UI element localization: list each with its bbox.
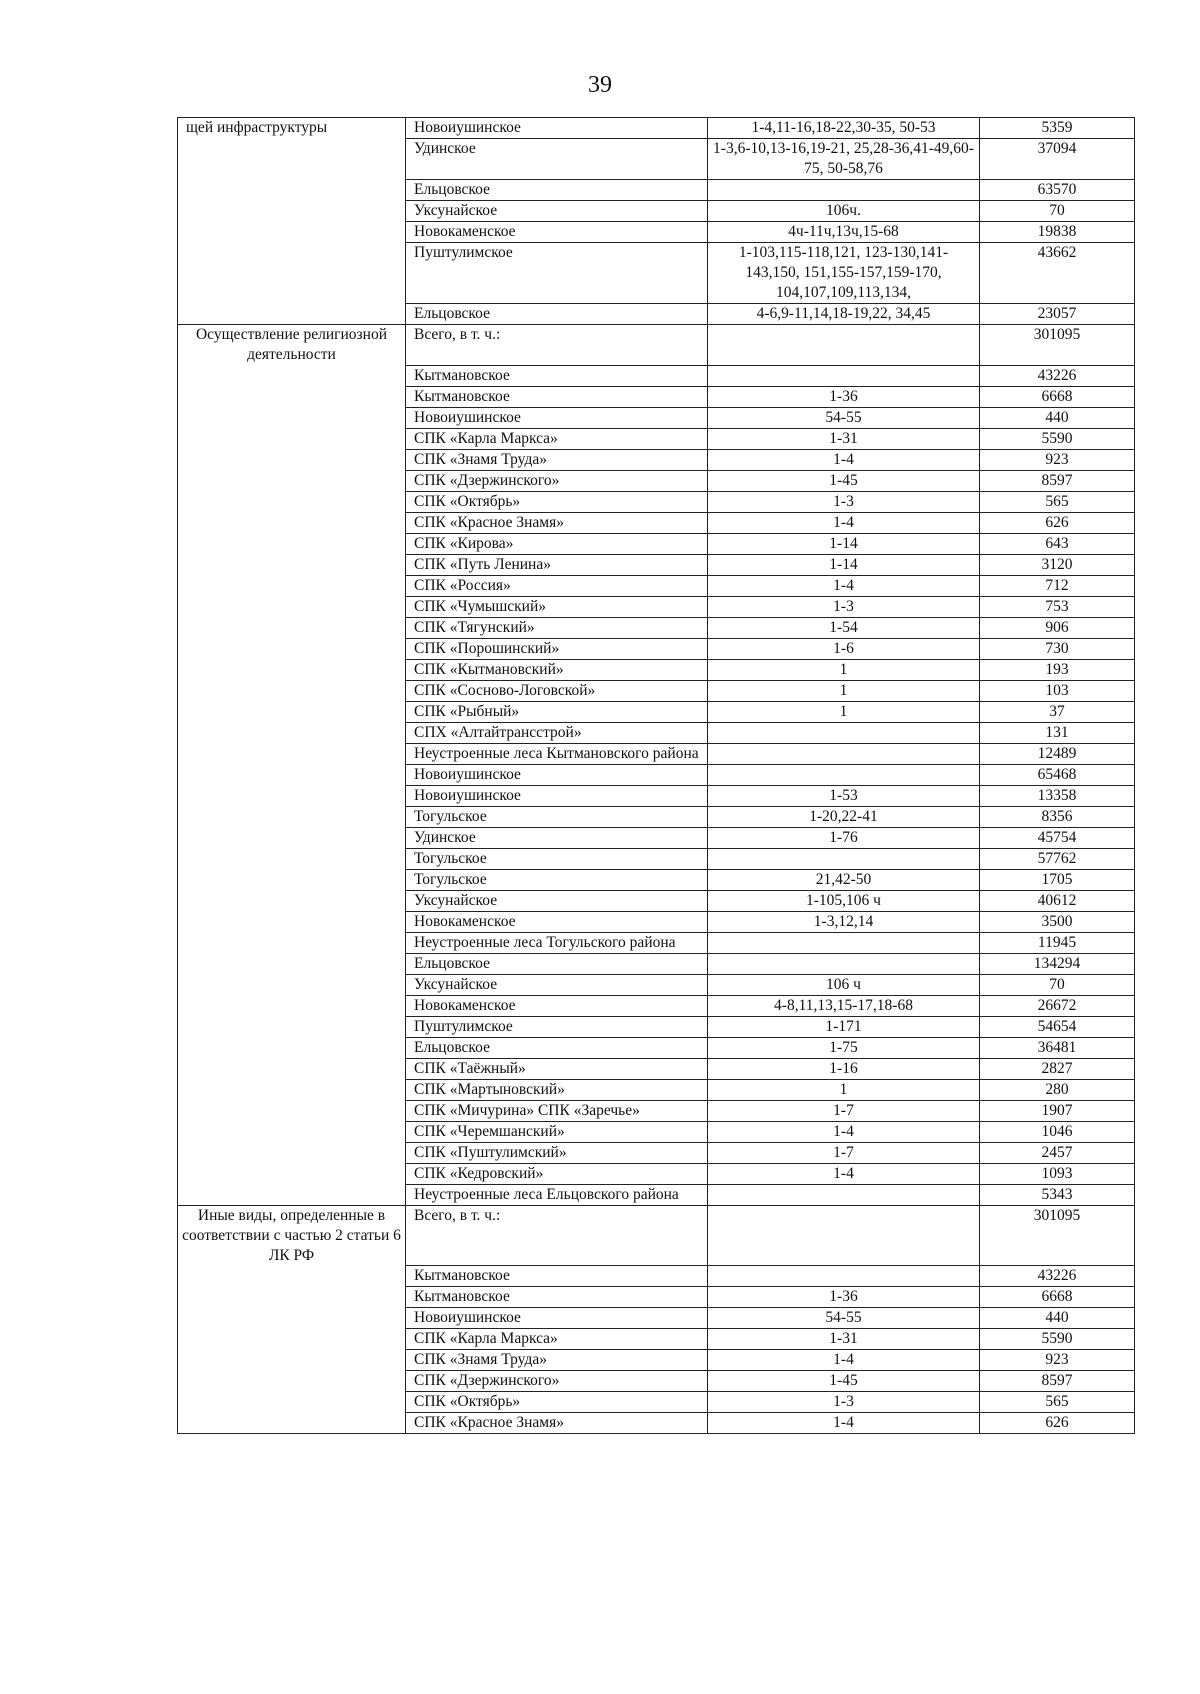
area-cell: 63570	[980, 180, 1135, 201]
name-cell: СПК «Рыбный»	[406, 701, 708, 722]
area-cell: 45754	[980, 827, 1135, 848]
area-cell: 5590	[980, 428, 1135, 449]
category-cell	[178, 386, 406, 407]
area-cell: 11945	[980, 932, 1135, 953]
name-cell: Тогульское	[406, 869, 708, 890]
area-cell: 923	[980, 1350, 1135, 1371]
table-row	[178, 869, 1135, 890]
table-row	[178, 118, 1135, 139]
category-cell	[178, 470, 406, 491]
area-cell: 753	[980, 596, 1135, 617]
table-row	[178, 827, 1135, 848]
quarters-cell: 1-3,12,14	[708, 911, 980, 932]
quarters-cell: 1-75	[708, 1037, 980, 1058]
name-cell: СПК «Мичурина» СПК «Заречье»	[406, 1100, 708, 1121]
name-cell: Ельцовское	[406, 304, 708, 325]
table-row	[178, 243, 1135, 304]
name-cell: СПК «Октябрь»	[406, 1392, 708, 1413]
table-row	[178, 1308, 1135, 1329]
table-row	[178, 386, 1135, 407]
category-cell	[178, 617, 406, 638]
name-cell: Новоиушинское	[406, 764, 708, 785]
category-cell	[178, 1058, 406, 1079]
quarters-cell: 1-171	[708, 1016, 980, 1037]
area-cell: 643	[980, 533, 1135, 554]
area-cell: 37094	[980, 139, 1135, 180]
area-cell: 43662	[980, 243, 1135, 304]
quarters-cell	[708, 953, 980, 974]
table-row	[178, 554, 1135, 575]
table-body	[178, 118, 1135, 1434]
category-cell	[178, 428, 406, 449]
name-cell: Уксунайское	[406, 201, 708, 222]
table-row	[178, 222, 1135, 243]
table-row	[178, 575, 1135, 596]
quarters-cell: 1-14	[708, 554, 980, 575]
area-cell: 8597	[980, 1371, 1135, 1392]
table-row	[178, 470, 1135, 491]
name-cell: СПК «Мартыновский»	[406, 1079, 708, 1100]
name-cell: СПК «Таёжный»	[406, 1058, 708, 1079]
table-row	[178, 491, 1135, 512]
quarters-cell: 1-54	[708, 617, 980, 638]
area-cell: 626	[980, 1413, 1135, 1434]
quarters-cell	[708, 743, 980, 764]
category-cell	[178, 1142, 406, 1163]
table-row	[178, 638, 1135, 659]
table-row	[178, 1329, 1135, 1350]
table-row	[178, 428, 1135, 449]
category-cell	[178, 1371, 406, 1392]
table-row	[178, 911, 1135, 932]
name-cell: Пуштулимское	[406, 1016, 708, 1037]
quarters-cell: 54-55	[708, 407, 980, 428]
table-row	[178, 1413, 1135, 1434]
name-cell: СПК «Чумышский»	[406, 596, 708, 617]
table-row	[178, 533, 1135, 554]
quarters-cell: 4-8,11,13,15-17,18-68	[708, 995, 980, 1016]
table-row	[178, 1016, 1135, 1037]
quarters-cell	[708, 1184, 980, 1205]
name-cell: СПК «Порошинский»	[406, 638, 708, 659]
name-cell: Тогульское	[406, 806, 708, 827]
quarters-cell: 1-53	[708, 785, 980, 806]
table-row	[178, 617, 1135, 638]
quarters-cell: 1-16	[708, 1058, 980, 1079]
table-row	[178, 304, 1135, 325]
area-cell: 1907	[980, 1100, 1135, 1121]
quarters-cell	[708, 848, 980, 869]
page-number: 39	[588, 72, 612, 98]
quarters-cell: 1-45	[708, 1371, 980, 1392]
category-cell	[178, 512, 406, 533]
name-cell: Ельцовское	[406, 1037, 708, 1058]
category-cell	[178, 1079, 406, 1100]
category-cell	[178, 827, 406, 848]
category-cell: Осуществление религиозной деятельности	[178, 325, 406, 366]
area-cell: 1093	[980, 1163, 1135, 1184]
category-cell	[178, 995, 406, 1016]
category-cell	[178, 222, 406, 243]
name-cell: Кытмановское	[406, 1287, 708, 1308]
table-row	[178, 743, 1135, 764]
category-cell	[178, 722, 406, 743]
table-row	[178, 1266, 1135, 1287]
table-row	[178, 1163, 1135, 1184]
quarters-cell: 1-3	[708, 491, 980, 512]
table-row	[178, 764, 1135, 785]
category-cell: щей инфраструктуры	[178, 118, 406, 139]
name-cell: Удинское	[406, 139, 708, 180]
category-cell	[178, 596, 406, 617]
quarters-cell	[708, 365, 980, 386]
quarters-cell	[708, 1266, 980, 1287]
quarters-cell: 1-3	[708, 1392, 980, 1413]
name-cell: СПК «Черемшанский»	[406, 1121, 708, 1142]
area-cell: 26672	[980, 995, 1135, 1016]
category-cell	[178, 201, 406, 222]
name-cell: СПК «Красное Знамя»	[406, 1413, 708, 1434]
name-cell: Новоиушинское	[406, 1308, 708, 1329]
category-cell	[178, 932, 406, 953]
quarters-cell: 1	[708, 701, 980, 722]
category-cell	[178, 701, 406, 722]
table-row	[178, 325, 1135, 366]
name-cell: СПХ «Алтайтрансстрой»	[406, 722, 708, 743]
area-cell: 8597	[980, 470, 1135, 491]
table-row	[178, 974, 1135, 995]
category-cell	[178, 1121, 406, 1142]
table-row	[178, 1142, 1135, 1163]
quarters-cell: 1-4	[708, 1413, 980, 1434]
area-cell: 57762	[980, 848, 1135, 869]
quarters-cell: 1-105,106 ч	[708, 890, 980, 911]
table-row	[178, 180, 1135, 201]
quarters-cell: 54-55	[708, 1308, 980, 1329]
name-cell: Новокаменское	[406, 995, 708, 1016]
category-cell	[178, 1163, 406, 1184]
name-cell: СПК «Красное Знамя»	[406, 512, 708, 533]
quarters-cell: 1-4	[708, 1163, 980, 1184]
table-row	[178, 1350, 1135, 1371]
table-row	[178, 365, 1135, 386]
name-cell: Кытмановское	[406, 386, 708, 407]
name-cell: СПК «Дзержинского»	[406, 1371, 708, 1392]
table-row	[178, 449, 1135, 470]
table-row	[178, 1287, 1135, 1308]
table-row	[178, 890, 1135, 911]
table-row	[178, 1205, 1135, 1266]
category-cell	[178, 806, 406, 827]
forest-use-table	[177, 117, 1135, 1434]
category-cell	[178, 180, 406, 201]
category-cell	[178, 575, 406, 596]
area-cell: 301095	[980, 1205, 1135, 1266]
area-cell: 134294	[980, 953, 1135, 974]
name-cell: Уксунайское	[406, 890, 708, 911]
name-cell: Ельцовское	[406, 180, 708, 201]
table-row	[178, 1184, 1135, 1205]
table-row	[178, 848, 1135, 869]
quarters-cell: 106 ч	[708, 974, 980, 995]
table-row	[178, 659, 1135, 680]
name-cell: СПК «Тягунский»	[406, 617, 708, 638]
table-row	[178, 1079, 1135, 1100]
area-cell: 712	[980, 575, 1135, 596]
category-cell	[178, 554, 406, 575]
area-cell: 6668	[980, 1287, 1135, 1308]
area-cell: 1046	[980, 1121, 1135, 1142]
area-cell: 280	[980, 1079, 1135, 1100]
category-cell	[178, 243, 406, 304]
category-cell	[178, 890, 406, 911]
quarters-cell: 21,42-50	[708, 869, 980, 890]
name-cell: СПК «Карла Маркса»	[406, 1329, 708, 1350]
name-cell: Неустроенные леса Ельцовского района	[406, 1184, 708, 1205]
area-cell: 37	[980, 701, 1135, 722]
category-cell	[178, 365, 406, 386]
table-row	[178, 701, 1135, 722]
name-cell: Кытмановское	[406, 1266, 708, 1287]
area-cell: 23057	[980, 304, 1135, 325]
table-row	[178, 995, 1135, 1016]
area-cell: 103	[980, 680, 1135, 701]
category-cell	[178, 911, 406, 932]
table-row	[178, 1100, 1135, 1121]
category-cell	[178, 407, 406, 428]
area-cell: 43226	[980, 1266, 1135, 1287]
area-cell: 3120	[980, 554, 1135, 575]
quarters-cell: 1-6	[708, 638, 980, 659]
quarters-cell: 1-7	[708, 1142, 980, 1163]
table-row	[178, 785, 1135, 806]
name-cell: Всего, в т. ч.:	[406, 1205, 708, 1266]
category-cell	[178, 1329, 406, 1350]
category-cell	[178, 1413, 406, 1434]
category-cell	[178, 764, 406, 785]
name-cell: СПК «Карла Маркса»	[406, 428, 708, 449]
quarters-cell	[708, 1205, 980, 1266]
name-cell: Удинское	[406, 827, 708, 848]
area-cell: 19838	[980, 222, 1135, 243]
quarters-cell: 4-6,9-11,14,18-19,22, 34,45	[708, 304, 980, 325]
quarters-cell: 4ч-11ч,13ч,15-68	[708, 222, 980, 243]
quarters-cell: 1-76	[708, 827, 980, 848]
name-cell: СПК «Пуштулимский»	[406, 1142, 708, 1163]
area-cell: 2457	[980, 1142, 1135, 1163]
category-cell	[178, 1308, 406, 1329]
quarters-cell: 1-14	[708, 533, 980, 554]
name-cell: СПК «Дзержинского»	[406, 470, 708, 491]
name-cell: Кытмановское	[406, 365, 708, 386]
area-cell: 70	[980, 201, 1135, 222]
category-cell	[178, 848, 406, 869]
quarters-cell: 1-7	[708, 1100, 980, 1121]
quarters-cell	[708, 180, 980, 201]
quarters-cell: 1-3,6-10,13-16,19-21, 25,28-36,41-49,60-75, 50-58,76	[708, 139, 980, 180]
category-cell	[178, 491, 406, 512]
table-row	[178, 512, 1135, 533]
quarters-cell: 1-3	[708, 596, 980, 617]
name-cell: СПК «Знамя Труда»	[406, 1350, 708, 1371]
quarters-cell	[708, 722, 980, 743]
area-cell: 3500	[980, 911, 1135, 932]
area-cell: 565	[980, 491, 1135, 512]
name-cell: Тогульское	[406, 848, 708, 869]
category-cell	[178, 449, 406, 470]
area-cell: 12489	[980, 743, 1135, 764]
area-cell: 5359	[980, 118, 1135, 139]
area-cell: 440	[980, 1308, 1135, 1329]
area-cell: 5590	[980, 1329, 1135, 1350]
name-cell: Новоиушинское	[406, 118, 708, 139]
area-cell: 70	[980, 974, 1135, 995]
quarters-cell	[708, 764, 980, 785]
area-cell: 301095	[980, 325, 1135, 366]
category-cell	[178, 1287, 406, 1308]
quarters-cell: 1-4	[708, 1121, 980, 1142]
area-cell: 6668	[980, 386, 1135, 407]
table-row	[178, 1392, 1135, 1413]
name-cell: Неустроенные леса Тогульского района	[406, 932, 708, 953]
quarters-cell: 1-4	[708, 512, 980, 533]
category-cell	[178, 1037, 406, 1058]
area-cell: 923	[980, 449, 1135, 470]
quarters-cell: 1-103,115-118,121, 123-130,141-143,150, 151,155-157,159-170, 104,107,109,113,134,	[708, 243, 980, 304]
area-cell: 5343	[980, 1184, 1135, 1205]
category-cell	[178, 1184, 406, 1205]
quarters-cell: 1-45	[708, 470, 980, 491]
area-cell: 193	[980, 659, 1135, 680]
category-cell: Иные виды, определенные в соответствии с частью 2 статьи 6 ЛК РФ	[178, 1205, 406, 1266]
name-cell: Пуштулимское	[406, 243, 708, 304]
area-cell: 40612	[980, 890, 1135, 911]
quarters-cell: 1-4,11-16,18-22,30-35, 50-53	[708, 118, 980, 139]
area-cell: 43226	[980, 365, 1135, 386]
category-cell	[178, 1350, 406, 1371]
area-cell: 36481	[980, 1037, 1135, 1058]
category-cell	[178, 680, 406, 701]
quarters-cell: 1	[708, 659, 980, 680]
quarters-cell: 106ч.	[708, 201, 980, 222]
category-cell	[178, 139, 406, 180]
area-cell: 8356	[980, 806, 1135, 827]
quarters-cell: 1-4	[708, 1350, 980, 1371]
quarters-cell: 1-4	[708, 575, 980, 596]
quarters-cell: 1-31	[708, 428, 980, 449]
name-cell: СПК «Кирова»	[406, 533, 708, 554]
table-row	[178, 139, 1135, 180]
name-cell: СПК «Знамя Труда»	[406, 449, 708, 470]
quarters-cell: 1-31	[708, 1329, 980, 1350]
table-row	[178, 407, 1135, 428]
quarters-cell: 1-20,22-41	[708, 806, 980, 827]
category-cell	[178, 304, 406, 325]
category-cell	[178, 974, 406, 995]
quarters-cell: 1-36	[708, 386, 980, 407]
area-cell: 65468	[980, 764, 1135, 785]
area-cell: 131	[980, 722, 1135, 743]
area-cell: 2827	[980, 1058, 1135, 1079]
table-row	[178, 1058, 1135, 1079]
table-row	[178, 932, 1135, 953]
category-cell	[178, 1392, 406, 1413]
quarters-cell: 1-4	[708, 449, 980, 470]
name-cell: Новокаменское	[406, 911, 708, 932]
table-row	[178, 201, 1135, 222]
quarters-cell	[708, 932, 980, 953]
table-row	[178, 1371, 1135, 1392]
area-cell: 626	[980, 512, 1135, 533]
area-cell: 1705	[980, 869, 1135, 890]
table-row	[178, 953, 1135, 974]
quarters-cell	[708, 325, 980, 366]
name-cell: Новоиушинское	[406, 407, 708, 428]
area-cell: 13358	[980, 785, 1135, 806]
table-row	[178, 596, 1135, 617]
table-row	[178, 806, 1135, 827]
category-cell	[178, 659, 406, 680]
name-cell: СПК «Октябрь»	[406, 491, 708, 512]
category-cell	[178, 638, 406, 659]
quarters-cell: 1	[708, 1079, 980, 1100]
name-cell: Новокаменское	[406, 222, 708, 243]
table-row	[178, 680, 1135, 701]
category-cell	[178, 1266, 406, 1287]
table-row	[178, 722, 1135, 743]
category-cell	[178, 743, 406, 764]
name-cell: Всего, в т. ч.:	[406, 325, 708, 366]
category-cell	[178, 869, 406, 890]
category-cell	[178, 1016, 406, 1037]
name-cell: СПК «Путь Ленина»	[406, 554, 708, 575]
quarters-cell: 1-36	[708, 1287, 980, 1308]
name-cell: СПК «Россия»	[406, 575, 708, 596]
table-row	[178, 1037, 1135, 1058]
category-cell	[178, 953, 406, 974]
name-cell: СПК «Кытмановский»	[406, 659, 708, 680]
name-cell: Ельцовское	[406, 953, 708, 974]
table-row	[178, 1121, 1135, 1142]
name-cell: СПК «Сосново-Логовской»	[406, 680, 708, 701]
area-cell: 730	[980, 638, 1135, 659]
name-cell: СПК «Кедровский»	[406, 1163, 708, 1184]
area-cell: 54654	[980, 1016, 1135, 1037]
name-cell: Неустроенные леса Кытмановского района	[406, 743, 708, 764]
area-cell: 906	[980, 617, 1135, 638]
name-cell: Уксунайское	[406, 974, 708, 995]
area-cell: 565	[980, 1392, 1135, 1413]
category-cell	[178, 785, 406, 806]
category-cell	[178, 1100, 406, 1121]
category-cell	[178, 533, 406, 554]
name-cell: Новоиушинское	[406, 785, 708, 806]
area-cell: 440	[980, 407, 1135, 428]
quarters-cell: 1	[708, 680, 980, 701]
